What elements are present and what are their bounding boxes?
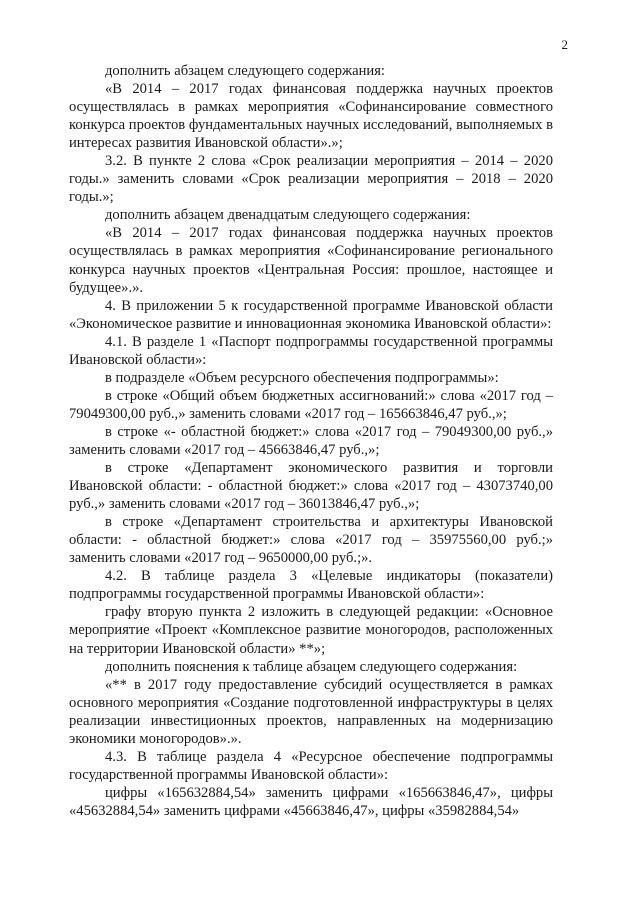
paragraph: дополнить абзацем следующего содержания: — [105, 63, 385, 79]
paragraph: «** в 2017 году предоставление субсидий осуществляется в рамках основного мероприятия «Создание подготовленной инфраструктуры в целях реализации инвестиционных проектов, направленных на модернизацию экономики моногородов».». — [69, 676, 553, 747]
paragraph: 4.3. В таблице раздела 4 «Ресурсное обеспечение подпрограммы государственной программы Ивановской области»: — [69, 748, 553, 783]
paragraph: дополнить абзацем двенадцатым следующего содержания: — [105, 207, 471, 224]
paragraph: графу вторую пункта 2 изложить в следующей редакции: «Основное мероприятие «Проект «Комплексное развитие моногородов, расположенных на территории Ивановской области» **»; — [69, 604, 553, 657]
paragraph: цифры «165632884,54» заменить цифрами «165663846,47», цифры «45632884,54» заменить цифрами «45663846,47», цифры «35982884,54» — [69, 784, 553, 819]
paragraph: 4.1. В разделе 1 «Паспорт подпрограммы государственной программы Ивановской области»: — [69, 333, 553, 368]
paragraph: в строке «Департамент экономического развития и торговли Ивановской области: - областной бюджет:» слова «2017 год – 43073740,00 руб.,» заменить словами «2017 год – 36013846,47 руб.,»; — [69, 460, 553, 513]
paragraph: в строке «- областной бюджет:» слова «2017 год – 79049300,00 руб.,» заменить словами «2017 год – 45663846,47 руб.,»; — [69, 423, 553, 458]
document-body — [69, 62, 553, 820]
paragraph: «В 2014 – 2017 годах финансовая поддержка научных проектов осуществлялась в рамках мероприятия «Софинансирование регионального конкурса научных проектов «Центральная Россия: прошлое, настоящее и будущее».». — [69, 225, 553, 296]
paragraph: в строке «Департамент строительства и архитектуры Ивановской области: - областной бюджет:» слова «2017 год – 35975560,00 руб.;» заменить словами «2017 год – 9650000,00 руб.;». — [69, 514, 553, 567]
paragraph: 4.2. В таблице раздела 3 «Целевые индикаторы (показатели) подпрограммы государственной программы Ивановской области»: — [69, 568, 553, 603]
paragraph: 3.2. В пункте 2 слова «Срок реализации мероприятия – 2014 – 2020 годы.» заменить словами «Срок реализации мероприятия – 2018 – 2020 годы.»; — [69, 153, 553, 206]
paragraph: «В 2014 – 2017 годах финансовая поддержка научных проектов осуществлялась в рамках мероприятия «Софинансирование совместного конкурса проектов фундаментальных научных исследований, выполняемых в интересах развития Ивановской области».»; — [69, 81, 553, 152]
paragraph: 4. В приложении 5 к государственной программе Ивановской области «Экономическое развитие и инновационная экономика Ивановской области»: — [69, 297, 553, 332]
paragraph: дополнить пояснения к таблице абзацем следующего содержания: — [105, 658, 518, 675]
paragraph: в строке «Общий объем бюджетных ассигнований:» слова «2017 год – 79049300,00 руб.,» заменить словами «2017 год – 165663846,47 руб.,»; — [69, 387, 553, 422]
paragraph: в подразделе «Объем ресурсного обеспечения подпрограммы»: — [105, 369, 499, 386]
page-number: 2 — [561, 37, 568, 52]
